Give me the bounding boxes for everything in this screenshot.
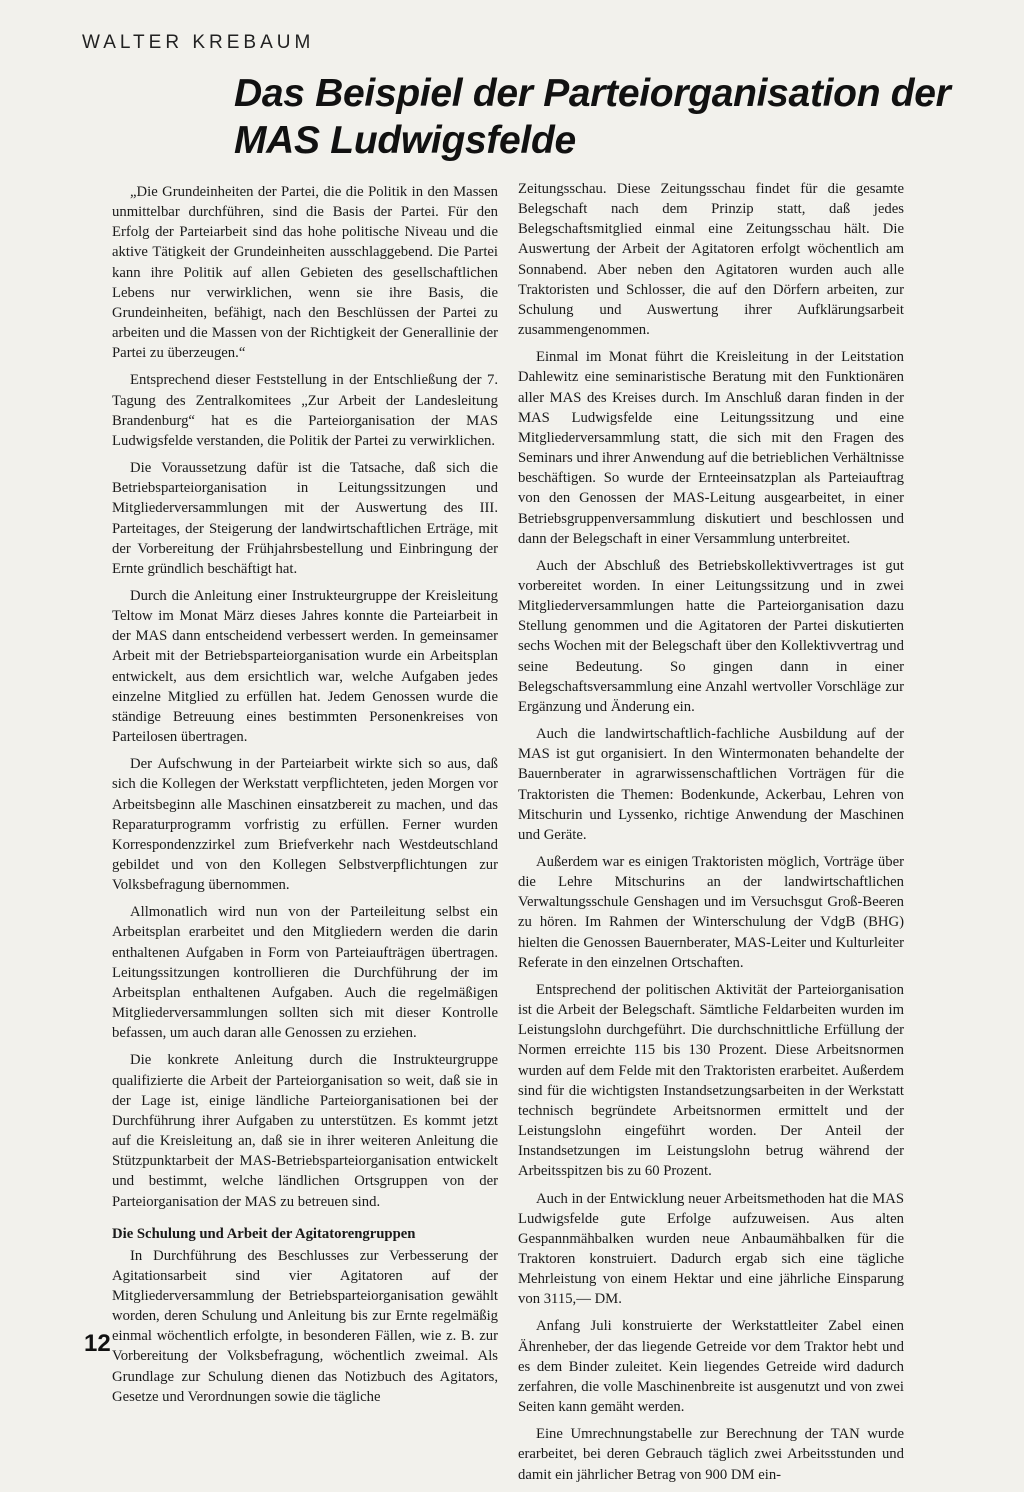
right-column	[518, 179, 904, 1492]
paragraph: Entsprechend der politischen Aktivität der Parteiorganisation ist die Arbeit der Belegschaft. Sämtliche Feldarbeiten wurden im Leistungslohn durchgeführt. Die durchschnittliche Erfüllung der Normen erreichte 115 bis 130 Prozent. Diese Arbeitsnormen wurden auf dem Felde mit den Traktoristen erarbeitet. Außerdem sind für die wichtigsten Instandsetzungsarbeiten in der Werkstatt technisch begründete Arbeitsnormen ermittelt und der Leistungslohn eingeführt worden. Der Anteil der Instandsetzungen im Leistungslohn betrug während der Arbeitsspitzen bis zu 60 Prozent.	[518, 981, 904, 1180]
paragraph: Zeitungsschau. Diese Zeitungsschau findet für die gesamte Belegschaft nach dem Prinzip statt, daß jedes Belegschaftsmitglied einmal eine Zeitungsschau hält. Die Auswertung der Arbeit der Agitatoren erfolgt wöchentlich am Sonnabend. Aber neben den Agitatoren wurden auch alle Traktoristen und Schlosser, die auf den Dörfern arbeiten, zur Schulung und Auswertung ihrer Aufklärungsarbeit zusammengenommen.	[518, 181, 904, 339]
paragraph: Durch die Anleitung einer Instrukteurgruppe der Kreisleitung Teltow im Monat März dieses Jahres konnte die Parteiarbeit in der MAS dann entscheidend verbessert werden. In gemeinsamer Arbeit mit der Betriebsparteiorganisation wurde ein Arbeitsplan entwickelt, aus dem ersichtlich war, welche Aufgaben jedes einzelne Mitglied zu erfüllen hat. Jedem Genossen wurde die ständige Betreuung eines bestimmten Personenkreises von Parteilosen übertragen.	[112, 587, 498, 746]
paragraph: In Durchführung des Beschlusses zur Verbesserung der Agitationsarbeit sind vier Agitatoren auf der Mitgliederversammlung der Betriebsparteiorganisation gewählt worden, deren Schulung und Anleitung bis zur Ernte regelmäßig einmal wöchentlich erfolgte, in besonderen Fällen, wie z. B. zur Vorbereitung der Volksbefragung, wöchentlich zweimal. Als Grundlage zur Schulung dienen das Notizbuch des Agitators, Gesetze und Verordnungen sowie die tägliche	[112, 1247, 498, 1405]
paragraph: Die Voraussetzung dafür ist die Tatsache, daß sich die Betriebsparteiorganisation in Leitungssitzungen und Mitgliederversammlungen mit der Auswertung des III. Parteitages, der Steigerung der landwirtschaftlichen Erträge, mit der Vorbereitung der Frühjahrsbestellung und Einbringung der Ernte gründlich beschäftigt hat.	[112, 460, 498, 577]
paragraph: Außerdem war es einigen Traktoristen möglich, Vorträge über die Lehre Mitschurins an der landwirtschaftlichen Verwaltungsschule Genshagen und im Versuchsgut Groß-Beeren zu hören. Im Rahmen der Winterschulung der VdgB (BHG) hielten die Genossen Bauernberater, MAS-Leiter und Kulturleiter Referate in den einzelnen Ortschaften.	[518, 854, 904, 971]
paragraph: Auch der Abschluß des Betriebskollektivvertrages ist gut vorbereitet worden. In einer Leitungssitzung und in zwei Mitgliederversammlungen hatte die Parteiorganisation dazu Stellung genommen und die Agitatoren der Partei diskutierten sechs Wochen mit der Belegschaft über den Kollektivvertrag und seine Bedeutung. So gingen dann in einer Belegschaftsversammlung eine Anzahl wertvoller Vorschläge zur Ergänzung und Änderung ein.	[518, 557, 904, 715]
paragraph: „Die Grundeinheiten der Partei, die die Politik in den Massen unmittelbar durchführen, sind die Basis der Partei. Für den Erfolg der Parteiarbeit sind das hohe politische Niveau und die aktive Tätigkeit der Grundeinheiten ausschlaggebend. Die Partei kann ihre Politik auf allen Gebieten des gesellschaftlichen Lebens nur verwirklichen, wenn sie ihre Basis, die Grundeinheiten, befähigt, nach den Beschlüssen der Partei zu arbeiten und die Massen von der Richtigkeit der Generallinie der Partei zu überzeugen.“	[112, 184, 498, 362]
paragraph: Eine Umrechnungstabelle zur Berechnung der TAN wurde erarbeitet, bei deren Gebrauch täglich zwei Arbeitsstunden und damit ein jährlicher Betrag von 900 DM ein-	[518, 1426, 904, 1483]
left-column	[112, 182, 498, 1414]
paragraph: Auch in der Entwicklung neuer Arbeitsmethoden hat die MAS Ludwigsfelde gute Erfolge aufzuweisen. Aus alten Gespannmähbalken wurden neue Anbaumähbalken für die Traktoren konstruiert. Dadurch ergab sich eine tägliche Mehrleistung von einem Hektar und eine jährliche Einsparung von 3115,— DM.	[518, 1190, 904, 1308]
paragraph: Entsprechend dieser Feststellung in der Entschließung der 7. Tagung des Zentralkomitees „Zur Arbeit der Landesleitung Brandenburg“ hat es die Parteiorganisation der MAS Ludwigsfelde verstanden, die Politik der Partei zu verwirklichen.	[112, 372, 498, 449]
section-heading: Die Schulung und Arbeit der Agitatorengruppen	[112, 1225, 416, 1242]
page-number: 12	[84, 1330, 111, 1357]
paragraph: Allmonatlich wird nun von der Parteileitung selbst ein Arbeitsplan erarbeitet und den Mitgliedern werden die darin enthaltenen Aufgaben in Form von Parteiaufträgen übertragen. Leitungssitzungen kontrollieren die Durchführung der im Arbeitsplan enthaltenen Aufgaben. Auch die regelmäßigen Mitgliederversammlungen sollten sich mit dieser Kontrolle befassen, um auch daran alle Genossen zu erziehen.	[112, 904, 498, 1042]
paragraph: Auch die landwirtschaftlich-fachliche Ausbildung auf der MAS ist gut organisiert. In den Wintermonaten behandelte der Bauernberater in agrarwissenschaftlichen Vorträgen für die Traktoristen die Themen: Bodenkunde, Ackerbau, Lehren von Mitschurin und Lyssenko, richtige Anwendung der Maschinen und Geräte.	[518, 726, 904, 843]
paragraph: Der Aufschwung in der Parteiarbeit wirkte sich so aus, daß sich die Kollegen der Werkstatt verpflichteten, jeden Morgen vor Arbeitsbeginn alle Maschinen einsatzbereit zu machen, und das Reparaturprogramm vorfristig zu erfüllen. Ferner wurden Korrespondenzzirkel zum Briefverkehr nach Westdeutschland gebildet und von den Kollegen Selbstverpflichtungen zur Volksbefragung übernommen.	[112, 756, 498, 894]
paragraph: Anfang Juli konstruierte der Werkstattleiter Zabel einen Ährenheber, der das liegende Getreide vor dem Traktor hebt und es dem Binder zuleitet. Kein liegendes Getreide wird dadurch zerfahren, die volle Maschinenbreite ist ausgenutzt und von zwei Seiten kann gemäht werden.	[518, 1318, 904, 1416]
author-name: WALTER KREBAUM	[82, 32, 315, 53]
article-title: Das Beispiel der Parteiorganisation der MAS Ludwigsfelde	[234, 72, 951, 162]
paragraph: Die konkrete Anleitung durch die Instrukteurgruppe qualifizierte die Arbeit der Parteiorganisation so weit, daß sie in der Lage ist, einige ländliche Parteiorganisationen bei der Durchführung ihrer Aufgaben zu unterstützen. Es kommt jetzt auf die Kreisleitung an, daß sie in ihrer weiteren Anleitung die Stützpunktarbeit der MAS-Betriebsparteiorganisation entwickelt und bestimmt, welche ländlichen Ortsgruppen von der Parteiorganisation der MAS zu betreuen sind.	[112, 1052, 498, 1210]
paragraph: Einmal im Monat führt die Kreisleitung in der Leitstation Dahlewitz eine seminaristische Beratung mit den Funktionären aller MAS des Kreises durch. Im Anschluß daran finden in der MAS Ludwigsfelde eine Leitungssitzung und eine Mitgliederversammlung statt, die sich mit den Fragen des Seminars und ihrer Anwendung auf die betrieblichen Verhältnisse beschäftigen. So wurde der Ernteeinsatzplan als Parteiauftrag von den Genossen der MAS-Leitung ausgearbeitet, in einer Betriebsgruppenversammlung diskutiert und beschlossen und dann der Belegschaft in einer Versammlung unterbreitet.	[518, 349, 904, 547]
